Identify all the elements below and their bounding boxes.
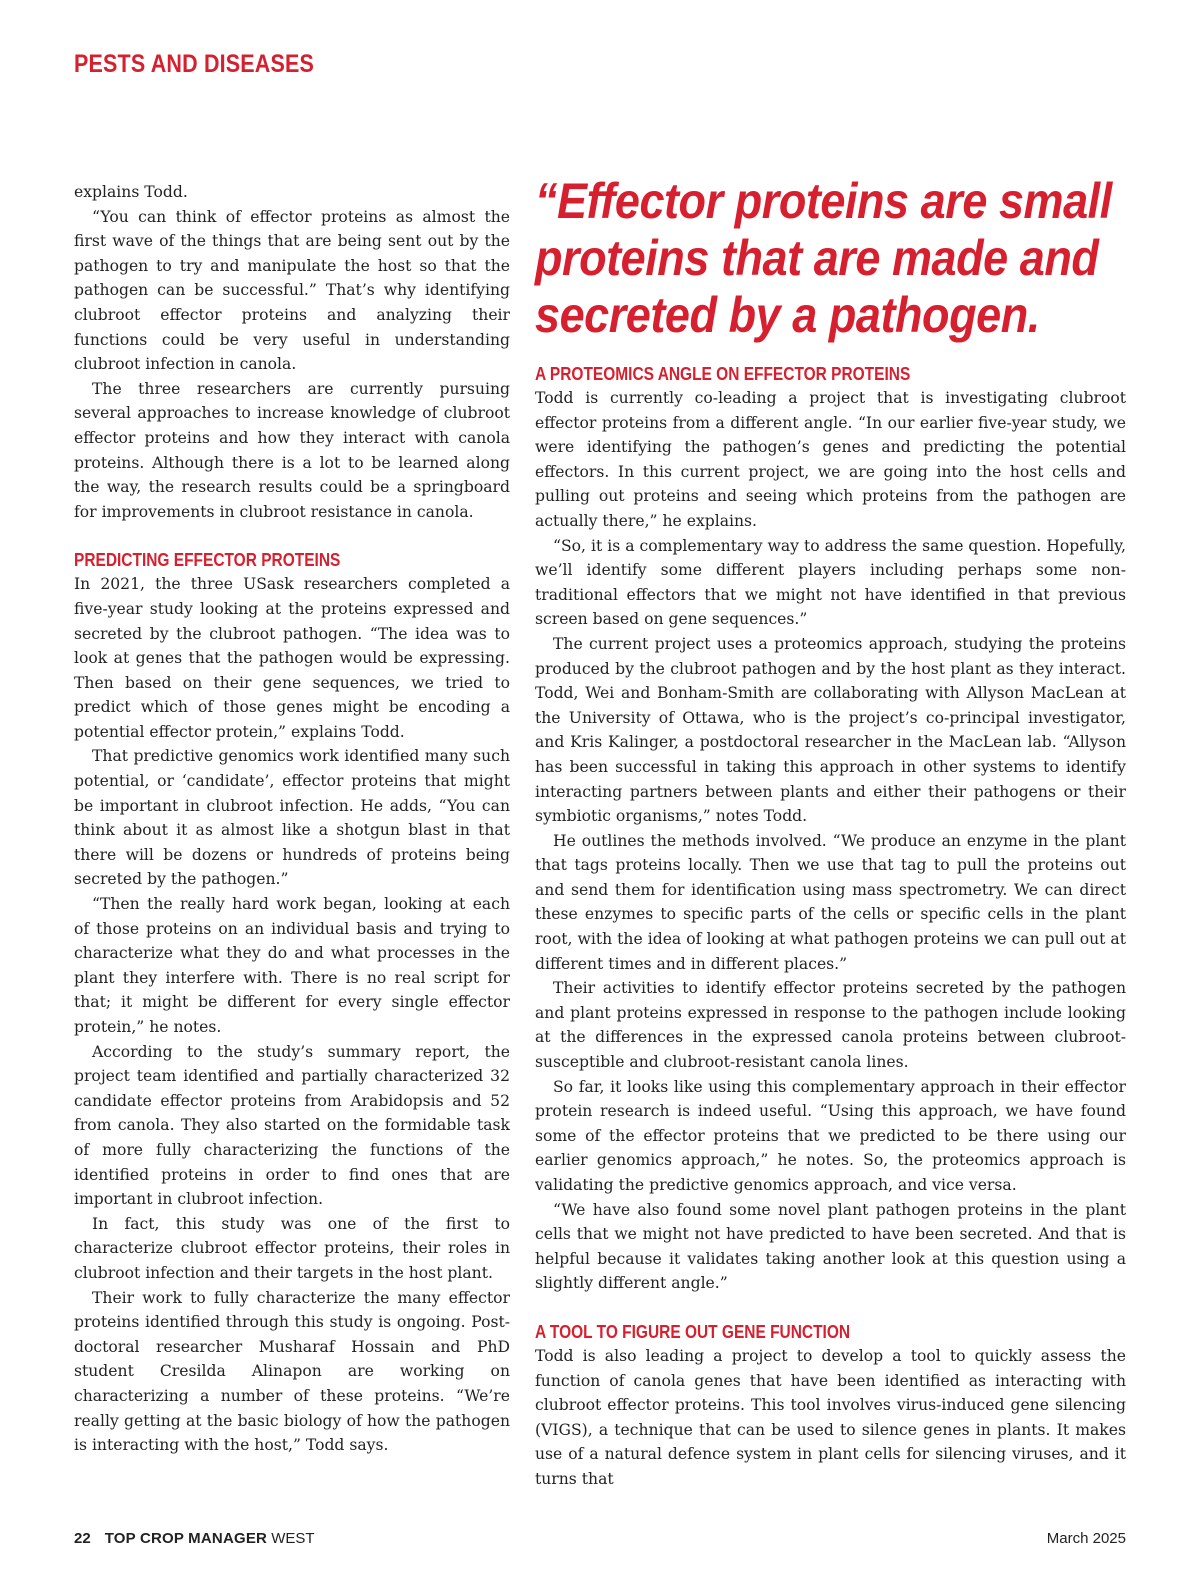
subheading-proteomics: A PROTEOMICS ANGLE ON EFFECTOR PROTEINS bbox=[535, 364, 911, 384]
subheading-predicting: PREDICTING EFFECTOR PROTEINS bbox=[74, 550, 341, 571]
left-column bbox=[74, 180, 510, 1458]
paragraph: “Then the really hard work began, looking at each of those proteins on an individual basis and trying to characterize what they do and what processes in the plant they interfere with. There is no real script for that; it might be different for every single effector protein,” he notes. bbox=[74, 895, 510, 1036]
footer-left bbox=[74, 1530, 315, 1547]
pull-quote: “Effector proteins are small proteins that are made and secreted by a pathogen. bbox=[535, 173, 1112, 343]
paragraph: He outlines the methods involved. “We produce an enzyme in the plant that tags proteins locally. Then we use that tag to pull the proteins out and send them for identification using mass spectrometry. We can direct these enzymes to specific parts of the cells or specific cells in the plant root, with the idea of looking at what pathogen proteins we can pull out at different times and in different places.” bbox=[535, 831, 1126, 973]
paragraph: The current project uses a proteomics approach, studying the proteins produced by the clubroot pathogen and by the host plant as they interact. Todd, Wei and Bonham-Smith are collaborating with Allyson MacLean at the University of Ottawa, who is the project’s co-principal investigator, and Kris Kalinger, a postdoctoral researcher in the MacLean lab. “Allyson has been successful in taking this approach in other systems to identify interacting partners between plants and either their pathogens or their symbiotic organisms,” notes Todd. bbox=[535, 634, 1126, 826]
paragraph: According to the study’s summary report, the project team identified and partially characterized 32 candidate effector proteins from Arabidopsis and 52 from canola. They also started on the formidable task of more fully characterizing the functions of the identified proteins in order to find ones that are important in clubroot infection. bbox=[74, 1042, 510, 1209]
page-number: 22 bbox=[74, 1530, 91, 1547]
paragraph: In 2021, the three USask researchers completed a five-year study looking at the proteins expressed and secreted by the clubroot pathogen. “The idea was to look at genes that the pathogen would be expressing. Then based on their gene sequences, we tried to predict which of those genes might be encoding a potential effector protein,” explains Todd. bbox=[74, 575, 510, 741]
paragraph: “So, it is a complementary way to address the same question. Hopefully, we’ll identify some different players including perhaps some non-traditional effectors that we might not have identified in that previous screen based on gene sequences.” bbox=[535, 536, 1126, 629]
paragraph: The three researchers are currently pursuing several approaches to increase knowledge of clubroot effector proteins and how they interact with canola proteins. Although there is a lot to be learned along the way, the research results could be a springboard for improvements in clubroot resistance in canola. bbox=[74, 379, 510, 521]
issue-date: March 2025 bbox=[1046, 1530, 1126, 1547]
paragraph: That predictive genomics work identified many such potential, or ‘candidate’, effector proteins that might be important in clubroot infection. He adds, “You can think about it as almost like a shotgun blast in that there will be dozens or hundreds of proteins being secreted by the pathogen.” bbox=[74, 747, 510, 889]
paragraph: explains Todd. bbox=[74, 183, 188, 201]
paragraph: In fact, this study was one of the first to characterize clubroot effector proteins, their roles in clubroot infection and their targets in the host plant. bbox=[74, 1214, 510, 1282]
paragraph: Their activities to identify effector proteins secreted by the pathogen and plant proteins expressed in response to the pathogen include looking at the differences in the expressed canola proteins between clubroot-susceptible and clubroot-resistant canola lines. bbox=[535, 979, 1126, 1072]
right-column bbox=[535, 173, 1126, 1492]
subheading-tool: A TOOL TO FIGURE OUT GENE FUNCTION bbox=[535, 1321, 851, 1342]
magazine-name: TOP CROP MANAGER bbox=[104, 1530, 268, 1547]
paragraph: “We have also found some novel plant pathogen proteins in the plant cells that we might not have predicted to have been secreted. And that is helpful because it validates taking another look at this question using a slightly different angle.” bbox=[535, 1200, 1126, 1293]
magazine-region: WEST bbox=[271, 1530, 315, 1547]
page-footer bbox=[74, 1530, 1126, 1547]
paragraph: Todd is currently co-leading a project that is investigating clubroot effector proteins from a different angle. “In our earlier five-year study, we were identifying the pathogen’s genes and predicting the potential effectors. In this current project, we are going into the host cells and pulling out proteins and seeing which proteins from the pathogen are actually there,” he explains. bbox=[535, 389, 1126, 530]
paragraph: Their work to fully characterize the many effector proteins identified through this study is ongoing. Post-doctoral researcher Musharaf Hossain and PhD student Cresilda Alinapon are working on characterizing a number of these proteins. “We’re really getting at the basic biology of how the pathogen is interacting with the host,” Todd says. bbox=[74, 1288, 510, 1455]
paragraph: So far, it looks like using this complementary approach in their effector protein research is indeed useful. “Using this approach, we have found some of the effector proteins that we predicted to be there using our earlier genomics approach,” he notes. So, the proteomics approach is validating the predictive genomics approach, and vice versa. bbox=[535, 1077, 1126, 1194]
paragraph: Todd is also leading a project to develop a tool to quickly assess the function of canola genes that have been identified as interacting with clubroot effector proteins. This tool involves virus-induced gene silencing (VIGS), a technique that can be used to silence genes in plants. It makes use of a natural defence system in plant cells for silencing viruses, and it turns that bbox=[535, 1346, 1126, 1488]
section-label: PESTS AND DISEASES bbox=[74, 50, 315, 78]
paragraph: “You can think of effector proteins as almost the first wave of the things that are being sent out by the pathogen to try and manipulate the host so that the pathogen can be successful.” That’s why identifying clubroot effector proteins and analyzing their functions could be very useful in understanding clubroot infection in canola. bbox=[74, 207, 510, 374]
